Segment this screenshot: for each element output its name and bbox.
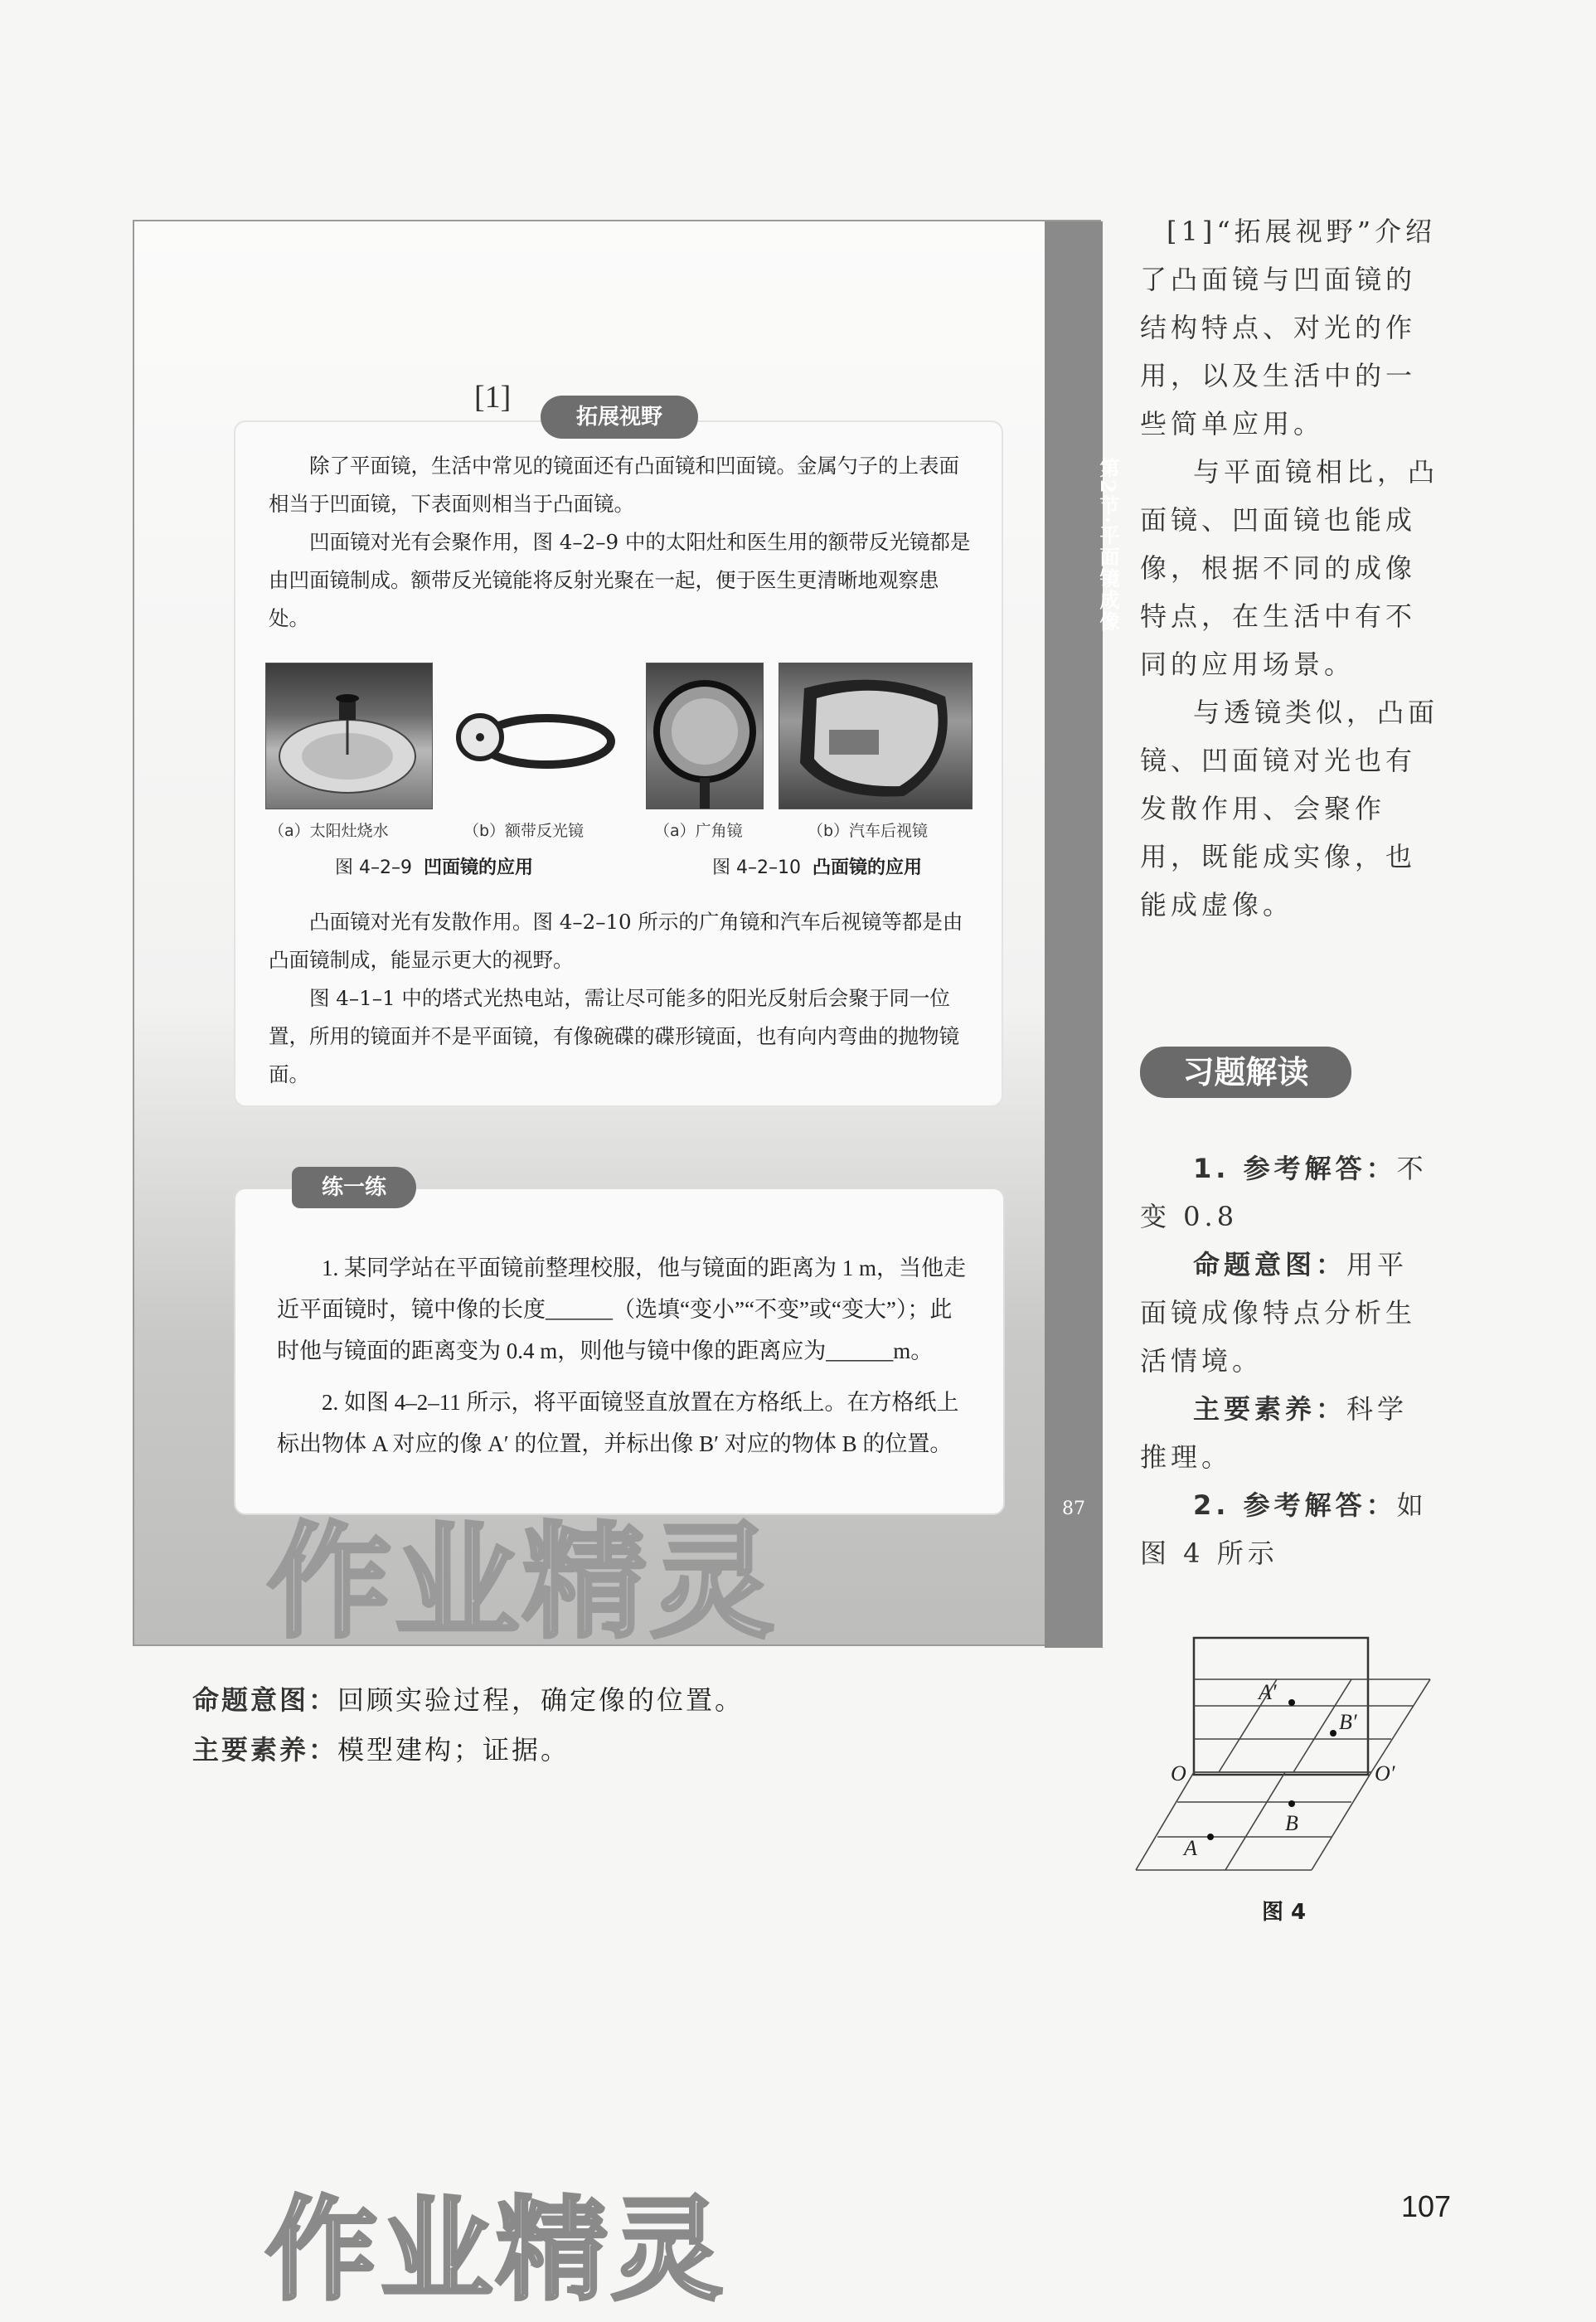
- extend-view-badge: 拓展视野: [541, 396, 698, 439]
- label-o-prime: O′: [1375, 1761, 1395, 1785]
- figure-9-caption: [335, 853, 533, 879]
- page-number: 107: [1401, 2189, 1452, 2223]
- bottom-intent: [192, 1679, 744, 1717]
- extend-paragraph: 除了平面镜，生活中常见的镜面还有凸面镜和凹面镜。金属勺子的上表面相当于凹面镜，下表面则相当于凸面镜。: [269, 454, 959, 516]
- practice-box: [234, 1188, 1005, 1515]
- answer-block: [1140, 1144, 1438, 1577]
- inner-page-number: 87: [1062, 1499, 1085, 1519]
- caption-a1: （a）太阳灶烧水: [269, 822, 389, 840]
- label-a-prime: A′: [1259, 1680, 1277, 1704]
- extend-paragraph: 凸面镜对光有发散作用。图 4–2–10 所示的广角镜和汽车后视镜等都是由凸面镜制成，能显示更大的视野。: [269, 910, 963, 972]
- exercise-interpretation-badge: 习题解读: [1140, 1047, 1351, 1098]
- answer-2-value: 如图 4 所示: [1140, 1489, 1428, 1569]
- watermark: 作业精灵: [267, 1511, 779, 1655]
- answer-2-label: 2. 参考解答：: [1193, 1489, 1397, 1521]
- answer-1-value: 不变 0.8: [1140, 1153, 1428, 1232]
- solar-cooker-photo: [265, 663, 433, 809]
- bottom-intent-label: 命题意图：: [192, 1684, 338, 1716]
- exercise-2: 2. 如图 4–2–11 所示，将平面镜竖直放置在方格纸上。在方格纸上标出物体 A 对应的像 A′ 的位置，并标出像 B′ 对应的物体 B 的位置。: [277, 1390, 959, 1456]
- label-o: O: [1171, 1761, 1186, 1785]
- figure-10-number: 图 4–2–10: [712, 857, 801, 878]
- literacy-1: 科学推理。: [1140, 1393, 1409, 1473]
- page-watermark: 作业精灵: [265, 2185, 726, 2315]
- note-para-2: 与平面镜相比，凸面镜、凹面镜也能成像，根据不同的成像特点，在生活中有不同的应用场景。: [1140, 456, 1439, 680]
- note-para-3: 与透镜类似，凸面镜、凹面镜对光也有发散作用、会聚作用，既能成实像，也能成虚像。: [1140, 697, 1439, 921]
- intent-1: 用平面镜成像特点分析生活情境。: [1140, 1249, 1417, 1377]
- caption-b1: （b）额带反光镜: [463, 822, 585, 840]
- answer-1-label: 1. 参考解答：: [1193, 1153, 1397, 1184]
- label-a: A: [1184, 1836, 1197, 1860]
- note-reference: [1]: [474, 380, 512, 415]
- figure-4-caption: 图 4: [1262, 1900, 1307, 1925]
- right-note-block: [1140, 207, 1438, 929]
- intent-label: 命题意图：: [1193, 1249, 1347, 1280]
- extend-paragraph: 凹面镜对光有会聚作用，图 4–2–9 中的太阳灶和医生用的额带反光镜都是由凹面镜制成。额带反光镜能将反射光聚在一起，便于医生更清晰地观察患处。: [269, 530, 971, 630]
- textbook-page-image: [133, 220, 1120, 1655]
- practice-badge: 练一练: [292, 1167, 416, 1208]
- literacy-label: 主要素养：: [1193, 1393, 1347, 1425]
- head-mirror-photo: [447, 663, 613, 808]
- car-mirror-photo: [779, 663, 973, 809]
- extend-view-box: [234, 420, 1003, 1107]
- figure-10-title: 凸面镜的应用: [812, 857, 922, 878]
- bottom-literacy-text: 模型建构；证据。: [337, 1734, 570, 1766]
- wide-angle-mirror-photo: [646, 663, 764, 809]
- bottom-literacy-label: 主要素养：: [192, 1734, 338, 1766]
- figure-9-number: 图 4–2–9: [335, 857, 412, 878]
- caption-b2: （b）汽车后视镜: [808, 822, 929, 840]
- figure-10-caption: [712, 853, 922, 879]
- note-intro: [1]“拓展视野”介绍了凸面镜与凹面镜的结构特点、对光的作用，以及生活中的一些简单应用。: [1140, 216, 1437, 440]
- figure-4-diagram: [1128, 1630, 1443, 1895]
- caption-a2: （a）广角镜: [654, 822, 743, 840]
- chapter-side-tab: [1045, 221, 1120, 1648]
- bottom-intent-text: 回顾实验过程，确定像的位置。: [337, 1684, 745, 1716]
- label-b-prime: B′: [1339, 1710, 1357, 1734]
- extend-paragraph: 图 4–1–1 中的塔式光热电站，需让尽可能多的阳光反射后会聚于同一位置，所用的镜面并不是平面镜，有像碗碟的碟形镜面，也有向内弯曲的抛物镜面。: [269, 986, 959, 1086]
- figure-9-title: 凹面镜的应用: [424, 857, 534, 878]
- chapter-side-title: 第2节·平面镜成像: [1096, 458, 1120, 634]
- bottom-literacy: [192, 1729, 570, 1767]
- exercise-1: 1. 某同学站在平面镜前整理校服，他与镜面的距离为 1 m，当他走近平面镜时，镜中像的长度______（选填“变小”“不变”或“变大”）；此时他与镜面的距离变为 0.4 m，则他与镜中像的距离应为______m。: [277, 1256, 967, 1363]
- label-b: B: [1285, 1811, 1298, 1835]
